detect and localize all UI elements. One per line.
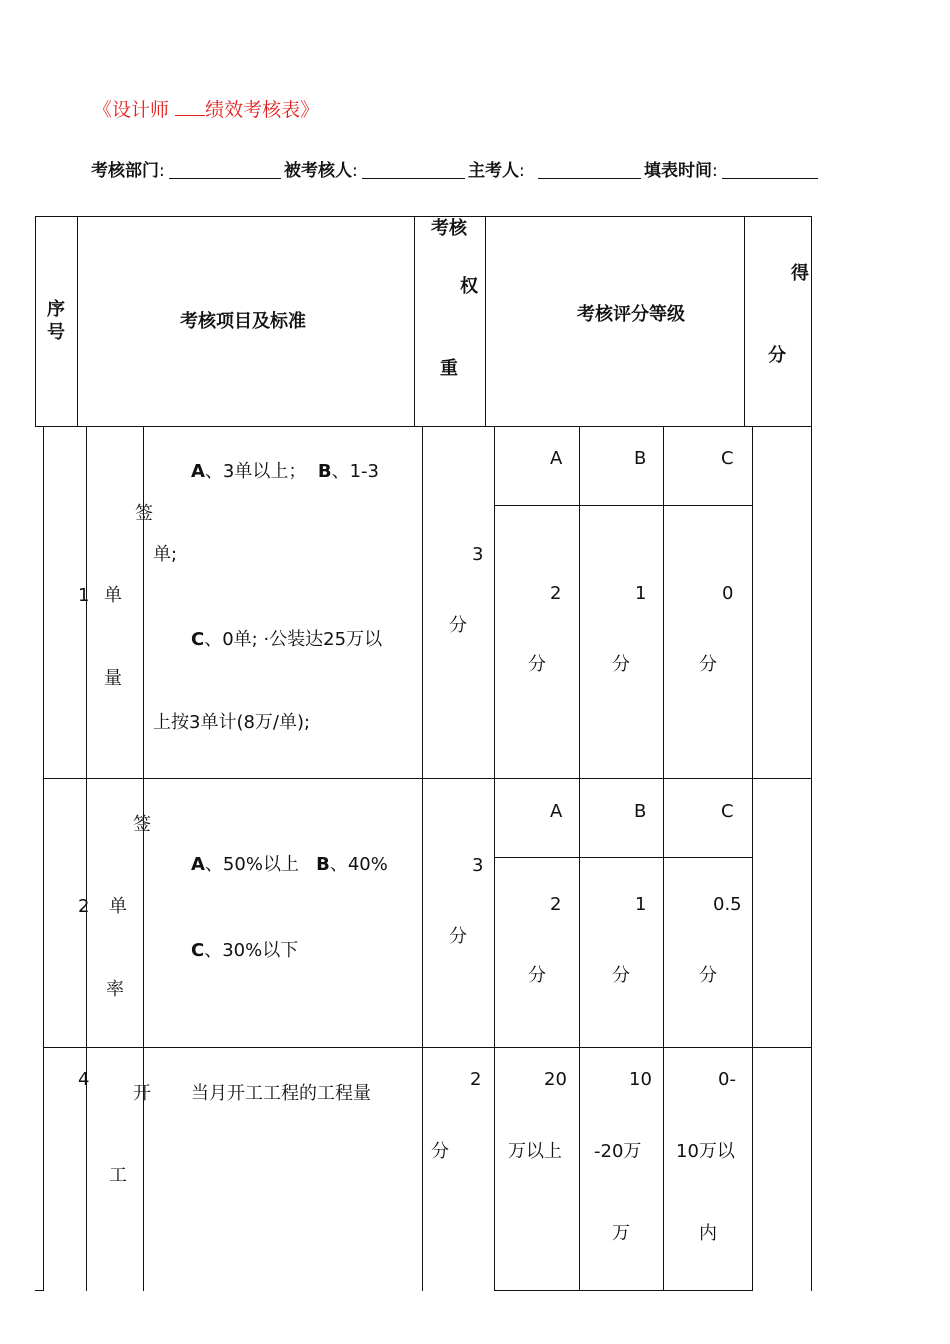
standard-line: 当月开工工程的工程量 [191,1083,371,1104]
grade-value: 0- [718,1069,736,1090]
dept-label: 考核部门: [91,161,165,181]
row-weight: 3 [472,855,484,876]
row-name-char: 单 [104,585,122,606]
row-seq: 4 [78,1069,90,1090]
header-weight-1: 考核 [431,218,467,239]
grade-unit: 分 [699,654,717,675]
grade-head-a: A [550,448,563,469]
title-suffix: 绩效考核表》 [205,99,320,121]
standard-line: A、50%以上 B、40% [191,854,388,875]
grade-value: 20 [544,1069,567,1090]
grade-unit: 分 [528,654,546,675]
standard-line: A、3单以上； B、1-3 [191,461,379,482]
document-title [93,99,319,121]
grade-head-a: A [550,801,563,822]
row-name-char: 签 [135,503,153,524]
grade-unit: 分 [528,965,546,986]
row-name-char: 单 [109,896,127,917]
grade-value: 1 [635,894,647,915]
grade-value: 10 [629,1069,652,1090]
row-name-char: 量 [104,668,122,689]
assessor-label: 主考人: [468,161,525,181]
row-name-char: 工 [109,1165,127,1186]
grade-unit: 10万以 [676,1141,735,1162]
header-weight-2: 权 [460,276,478,297]
date-label: 填表时间: [644,161,718,181]
header-score-2: 分 [768,345,786,366]
row-weight: 2 [470,1069,482,1090]
row-name-char: 开 [133,1083,151,1104]
header-weight-3: 重 [440,358,458,379]
grade-value: 1 [635,583,647,604]
row-weight-unit: 分 [431,1141,449,1162]
row-name-char: 率 [106,979,124,1000]
row-seq: 1 [78,585,90,606]
assessee-blank[interactable] [362,178,465,179]
title-blank [175,99,205,116]
row-seq: 2 [78,896,90,917]
row-weight-unit: 分 [449,926,467,947]
row-name-char: 签 [133,814,151,835]
header-item: 考核项目及标准 [180,311,306,332]
header-grade: 考核评分等级 [577,304,685,325]
assessor-blank[interactable] [538,178,641,179]
grade-unit: 分 [699,965,717,986]
assessee-label: 被考核人: [284,161,358,181]
grade-unit: 万以上 [508,1141,562,1162]
header-seq-2: 号 [47,322,65,343]
standard-line: C、0单; ·公装达25万以 [191,629,383,650]
grade-value: 2 [550,583,562,604]
grade-head-b: B [634,801,647,822]
grade-value: 2 [550,894,562,915]
standard-line: C、30%以下 [191,940,299,961]
grade-head-b: B [634,448,647,469]
grade-unit: 内 [699,1223,717,1244]
standard-line: 单; [153,544,178,565]
standard-line: 上按3单计(8万/单); [153,712,311,733]
title-prefix: 《设计师 [93,99,170,121]
grade-unit: 分 [612,654,630,675]
grade-head-c: C [721,448,734,469]
header-score-1: 得 [791,263,809,284]
grade-head-c: C [721,801,734,822]
header-seq-1: 序 [47,299,65,320]
grade-unit: -20万 [594,1141,642,1162]
grade-value: 0 [722,583,734,604]
row-weight-unit: 分 [449,615,467,636]
grade-unit: 万 [612,1223,630,1244]
date-blank[interactable] [722,178,818,179]
grade-unit: 分 [612,965,630,986]
dept-blank[interactable] [169,178,281,179]
grade-value: 0.5 [713,894,742,915]
row-weight: 3 [472,544,484,565]
